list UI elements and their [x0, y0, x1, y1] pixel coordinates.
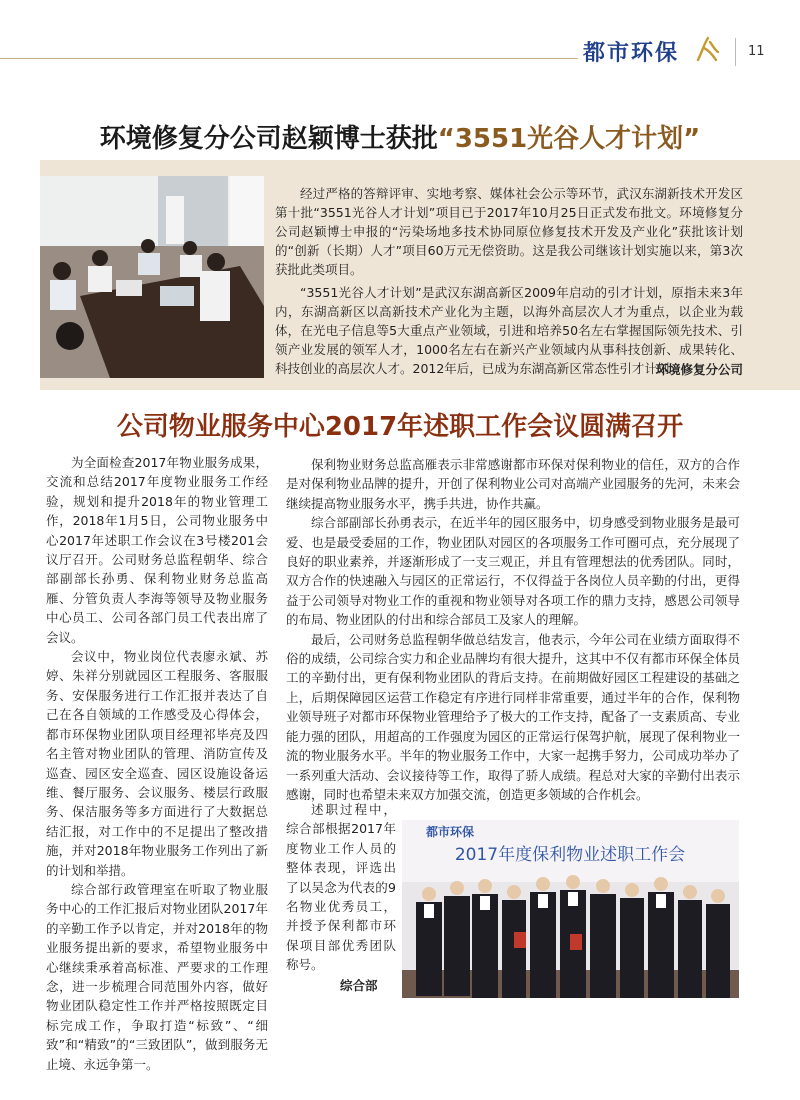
article1-author: 环境修复分公司 — [655, 362, 743, 377]
article2-left-column — [46, 453, 268, 1074]
article2-paragraph: 保利物业财务总监高雁表示非常感谢都市环保对保利物业的信任，双方的合作是对保利物业品牌的提升，开创了保利物业公司对高端产业园服务的先河，未来会继续提高物业服务水平，携手共进，协作共赢。 — [286, 457, 740, 511]
article1-body — [275, 184, 743, 378]
photo-banner-title: 2017年度保利物业述职工作会 — [454, 845, 686, 865]
article1-paragraph: 经过严格的答辩评审、实地考察、媒体社会公示等环节，武汉东湖新技术开发区第十批“3551光谷人才计划”项目已于2017年10月25日正式发布批文。环境修复分公司赵颖博士申报的“污染场地多技术协同原位修复技术开发及产业化”获批该计划的“创新（长期）人才”项目60万元无偿资助。这是我公司继该计划实施以来，第3次获批此类项目。 — [275, 186, 743, 277]
article2-right-column — [286, 455, 740, 804]
article1-paragraph: “3551光谷人才计划”是武汉东湖高新区2009年启动的引才计划，原指未来3年内，东湖高新区以高新技术产业化为主题，以海外高层次人才为重点，以企业为载体，在光电子信息等5大重点产业领域，引进和培养50名左右掌握国际领先技术、引领产业发展的领军人才，1000名左右在新兴产业领域内从事科技创新、成果转化、科技创业的高层次人才。2012年后，已成为东湖高新区常态性引才计划。 — [275, 285, 743, 376]
article2-title: 公司物业服务中心2017年述职工作会议圆满召开 — [116, 412, 684, 442]
meeting-photo — [40, 176, 264, 378]
header-rule — [0, 58, 578, 59]
article1-title — [0, 118, 800, 155]
article1-title-highlight: “3551光谷人才计划” — [437, 124, 701, 154]
brand-logo-icon — [694, 34, 720, 64]
header-divider — [735, 38, 736, 66]
article2-closing — [286, 800, 396, 975]
article2-paragraph: 综合部行政管理室在听取了物业服务中心的工作汇报后对物业团队2017年的辛勤工作予以肯定，并对2018年的物业服务提出新的要求，希望物业服务中心继续秉承着高标准、严要求的工作理念，进一步梳理合同范围外内容，做好物业团队稳定性工作并严格按照既定目标完成工作，争取打造“标致”、“细致”和“精致”的“三致团队”，做到服务无止境、永远争第一。 — [46, 881, 268, 1072]
page-number: 11 — [748, 44, 765, 59]
article2-paragraph: 为全面检查2017年物业服务成果，交流和总结2017年度物业服务工作经验，规划和提升2018年的物业管理工作，2018年1月5日，公司物业服务中心2017年述职工作会议在3号楼201会议厅召开。公司财务总监程朝华、综合部副部长孙勇、保利物业财务总监高雁、分管负责人李海等领导及物业服务中心员工、公司各部门员工代表出席了会议。 — [46, 455, 268, 645]
article2-author: 综合部 — [340, 978, 378, 993]
article1-title-prefix: 环境修复分公司赵颖博士获批 — [99, 124, 438, 154]
brand-logo-text: 都市环保 — [583, 40, 680, 66]
article2-paragraph: 会议中，物业岗位代表廖永斌、苏婷、朱祥分别就园区工程服务、客服服务、安保服务进行工作汇报并表达了自己在各自领域的工作感受及心得体会，都市环保物业团队项目经理祁毕亮及四名主管对物业团队的管理、消防宣传及巡查、园区安全巡查、园区设施设备运维、餐厅服务、会议服务、楼层行政服务、保洁服务等多方面进行了大数据总结汇报，对工作中的不足提出了整改措施，并对2018年物业服务工作列出了新的计划和举措。 — [46, 649, 268, 878]
article2-paragraph: 综合部副部长孙勇表示，在近半年的园区服务中，切身感受到物业服务是最可爱、也是最受委屈的工作，物业团队对园区的各项服务工作可圈可点，充分展现了良好的职业素养，并逐渐形成了一支三观正，并且有管理想法的优秀团队。同时，双方合作的快速融入与园区的正常运行，不仅得益于各岗位人员辛勤的付出，更得益于公司领导对物业工作的重视和物业领导对各项工作的鼎力支持，感恩公司领导的布局、物业团队的付出和综合部员工及家人的理解。 — [286, 515, 740, 628]
article2-paragraph: 述职过程中，综合部根据2017年度物业工作人员的整体表现，评选出了以吴念为代表的9名物业优秀员工，并授予保利都市环保项目部优秀团队称号。 — [286, 802, 396, 973]
article2-paragraph: 最后，公司财务总监程朝华做总结发言，他表示，今年公司在业绩方面取得不俗的成绩，公司综合实力和企业品牌均有很大提升，这其中不仅有都市环保全体员工的辛勤付出，更有保利物业团队的背后支持。在前期做好园区工程建设的基础之上，后期保障园区运营工作稳定有序进行同样非常重要，通过半年的合作，保利物业领导班子对都市环保物业管理给予了极大的工作支持，配备了一支素质高、专业能力强的团队，用超高的工作强度为园区的正常运行保驾护航，展现了保利物业一流的物业服务水平。半年的物业服务工作中，大家一起携手努力，公司成功举办了一系列重大活动、会议接待等工作，取得了骄人成绩。程总对大家的辛勤付出表示感谢，同时也希望未来双方加强交流，创造更多领域的合作机会。 — [286, 631, 740, 802]
group-photo — [402, 820, 739, 998]
photo-banner-brand: 都市环保 — [426, 825, 475, 839]
